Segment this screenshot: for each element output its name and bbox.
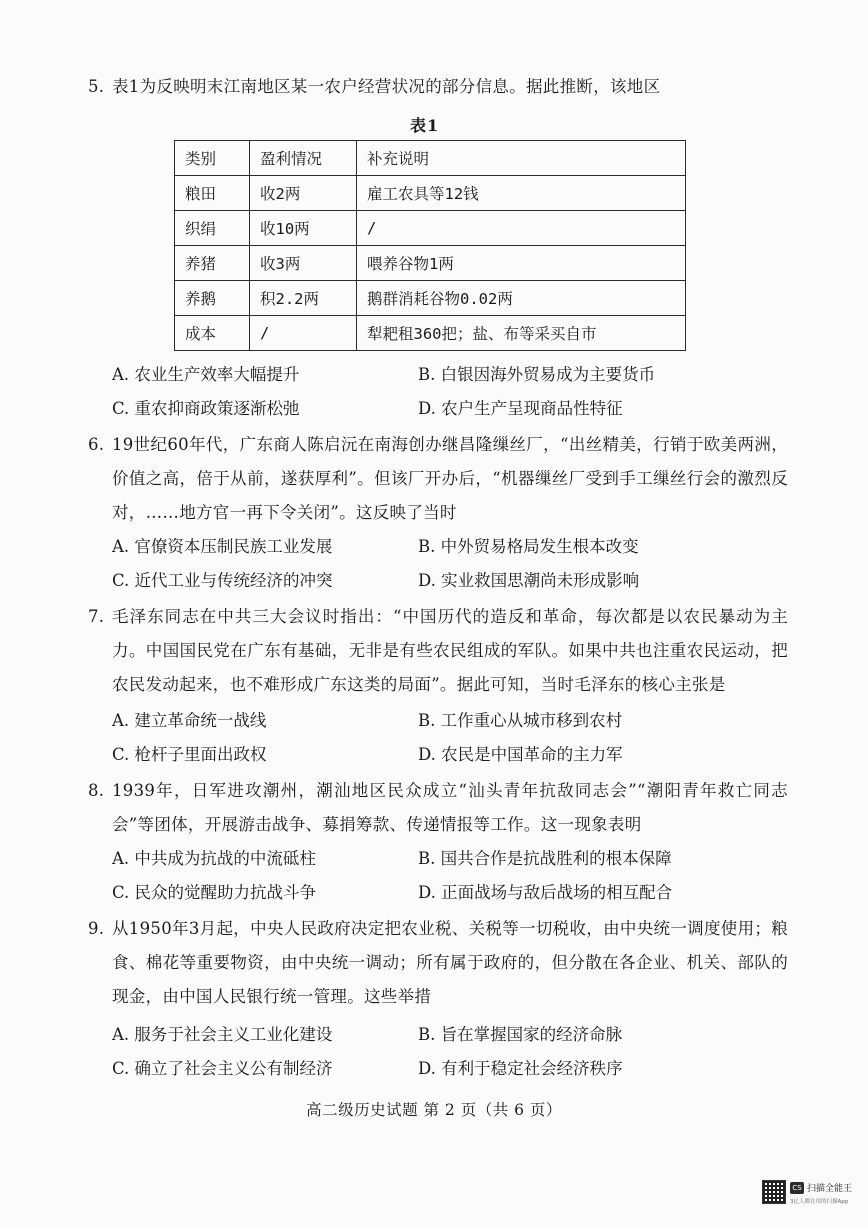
table-cell: 收3两 [250, 246, 357, 281]
qr-code-icon [762, 1180, 786, 1204]
scanner-watermark [762, 1180, 858, 1214]
table-row [175, 281, 686, 316]
option-a: A. 中共成为抗战的中流砥柱 [112, 849, 316, 868]
table-cell: 养鹅 [175, 281, 250, 316]
question-5 [88, 70, 788, 104]
question-stem: 表1为反映明末江南地区某一农户经营状况的部分信息。据此推断，该地区 [112, 77, 661, 96]
table-cell: 鹅群消耗谷物0.02两 [357, 281, 686, 316]
question-9 [88, 912, 788, 1014]
watermark-name: 扫描全能王 [807, 1184, 853, 1194]
table-header-row [175, 141, 686, 176]
table-row [175, 246, 686, 281]
question-number: 7. [88, 607, 105, 626]
option-c: C. 近代工业与传统经济的冲突 [112, 571, 333, 590]
table-cell: 成本 [175, 316, 250, 351]
table-row [175, 316, 686, 351]
option-c: C. 重农抑商政策逐渐松弛 [112, 399, 300, 418]
table-header-cell: 类别 [175, 141, 250, 176]
question-stem: 19世纪60年代，广东商人陈启沅在南海创办继昌隆缫丝厂，“出丝精美，行销于欧美两洲，价值之高，倍于从前，遂获厚利”。但该厂开办后，“机器缫丝厂受到手工缫丝行会的激烈反对，……地方官一再下令关闭”。这反映了当时 [112, 435, 788, 522]
table-cell: 积2.2两 [250, 281, 357, 316]
option-b: B. 白银因海外贸易成为主要货币 [418, 365, 656, 384]
question-number: 9. [88, 919, 105, 938]
table-cell: 犁耙租360把；盐、布等采买自市 [357, 316, 686, 351]
options [112, 1018, 732, 1086]
question-number: 6. [88, 435, 105, 454]
option-b: B. 工作重心从城市移到农村 [418, 711, 623, 730]
question-number: 8. [88, 781, 105, 800]
options [112, 530, 732, 598]
question-stem: 从1950年3月起，中央人民政府决定把农业税、关税等一切税收，由中央统一调度使用；粮食、棉花等重要物资，由中央统一调动；所有属于政府的，但分散在各企业、机关、部队的现金，由中国人民银行统一管理。这些举措 [112, 919, 788, 1006]
table-cell: / [357, 211, 686, 246]
table-header-cell: 补充说明 [357, 141, 686, 176]
option-d: D. 正面战场与敌后战场的相互配合 [418, 883, 673, 902]
question-8 [88, 774, 788, 842]
page-footer: 高二级历史试题 第 2 页（共 6 页） [306, 1101, 562, 1119]
table-cell: 收2两 [250, 176, 357, 211]
table-cell: 粮田 [175, 176, 250, 211]
option-a: A. 农业生产效率大幅提升 [112, 365, 300, 384]
question-stem: 毛泽东同志在中共三大会议时指出：“中国历代的造反和革命，每次都是以农民暴动为主力。中国国民党在广东有基础，无非是有些农民组成的军队。如果中共也注重农民运动，把农民发动起来，也不难形成广东这类的局面”。据此可知，当时毛泽东的核心主张是 [112, 607, 788, 694]
option-d: D. 农民是中国革命的主力军 [418, 745, 623, 764]
option-b: B. 国共合作是抗战胜利的根本保障 [418, 849, 672, 868]
table-cell: / [250, 316, 357, 351]
camscanner-logo-icon: CS [790, 1182, 804, 1194]
table-cell: 收10两 [250, 211, 357, 246]
options [112, 842, 732, 910]
option-a: A. 服务于社会主义工业化建设 [112, 1025, 333, 1044]
option-c: C. 民众的觉醒助力抗战斗争 [112, 883, 317, 902]
table-cell: 喂养谷物1两 [357, 246, 686, 281]
option-b: B. 中外贸易格局发生根本改变 [418, 537, 639, 556]
data-table [174, 140, 686, 351]
question-7 [88, 600, 788, 702]
question-stem: 1939年，日军进攻潮州，潮汕地区民众成立“汕头青年抗敌同志会”“潮阳青年救亡同志会”等团体，开展游击战争、募捐筹款、传递情报等工作。这一现象表明 [112, 781, 788, 834]
options [112, 704, 732, 772]
option-d: D. 实业救国思潮尚未形成影响 [418, 571, 640, 590]
table-cell: 雇工农具等12钱 [357, 176, 686, 211]
option-d: D. 有利于稳定社会经济秩序 [418, 1059, 623, 1078]
question-number: 5. [88, 77, 105, 96]
option-a: A. 建立革命统一战线 [112, 711, 267, 730]
table-row [175, 211, 686, 246]
table-row [175, 176, 686, 211]
table-cell: 养猪 [175, 246, 250, 281]
table-header-cell: 盈利情况 [250, 141, 357, 176]
options [112, 358, 732, 426]
option-d: D. 农户生产呈现商品性特征 [418, 399, 623, 418]
option-c: C. 枪杆子里面出政权 [112, 745, 267, 764]
table-cell: 织绢 [175, 211, 250, 246]
option-b: B. 旨在掌握国家的经济命脉 [418, 1025, 623, 1044]
option-c: C. 确立了社会主义公有制经济 [112, 1059, 333, 1078]
question-6 [88, 428, 788, 530]
watermark-subtitle: 3亿人都在用的扫描App [790, 1199, 849, 1205]
table-caption: 表1 [410, 116, 440, 135]
option-a: A. 官僚资本压制民族工业发展 [112, 537, 333, 556]
